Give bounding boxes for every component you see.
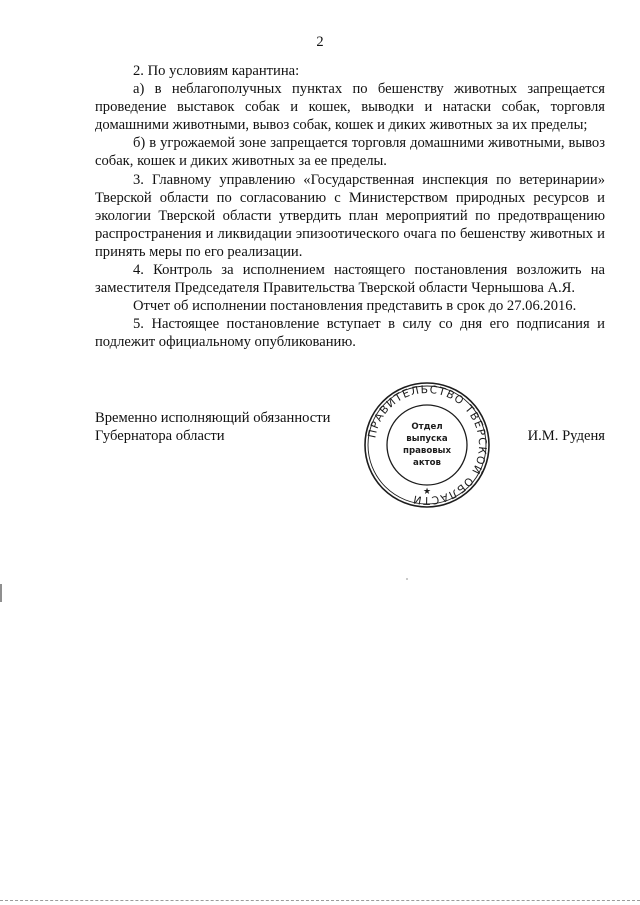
signer-title [95, 409, 355, 445]
signer-title-line2: Губернатора области [95, 428, 225, 445]
seal-center-line2: выпуска [406, 434, 448, 444]
signer-title-line1: Временно исполняющий обязанности [95, 410, 331, 426]
seal-star-icon: ★ [422, 487, 432, 497]
scan-bottom-edge [0, 900, 640, 902]
paragraph-item-3: 3. Главному управлению «Государственная инспекция по ветеринарии» Тверской области по согласованию с Министерством природных ресурсов и экологии Тверской области утвердить план мероприятий по предотвращению распространения и ликвидации эпизоотического очага по бешенству животных и принять меры по его реализации. [95, 171, 605, 260]
official-seal [362, 380, 492, 510]
document-body [95, 62, 605, 352]
seal-center-line4: актов [413, 458, 441, 468]
signer-name: И.М. Руденя [527, 428, 605, 444]
scan-speck [406, 578, 408, 580]
paragraph-report: Отчет об исполнении постановления представить в срок до 27.06.2016. [133, 298, 577, 315]
paragraph-item-4: 4. Контроль за исполнением настоящего постановления возложить на заместителя Председателя Правительства Тверской области Чернышова А.Я. [95, 262, 605, 297]
paragraph-quarantine-a: а) в неблагополучных пунктах по бешенству животных запрещается проведение выставок собак и кошек, выводки и натаски собак, торговля домашними животными, вывоз собак, кошек и диких животных за их пределы; [95, 81, 605, 134]
paragraph-quarantine-b: б) в угрожаемой зоне запрещается торговля домашними животными, вывоз собак, кошек и диких животных за ее пределы. [95, 135, 605, 170]
paragraph-item-5: 5. Настоящее постановление вступает в силу со дня его подписания и подлежит официальному опубликованию. [95, 316, 605, 351]
page-number: 2 [316, 34, 324, 50]
seal-ring-text: ПРАВИТЕЛЬСТВО ТВЕРСКОЙ ОБЛАСТИ [365, 382, 490, 508]
seal-center-line3: правовых [403, 446, 451, 456]
scan-margin-mark [0, 584, 2, 602]
seal-center-line1: Отдел [411, 422, 443, 432]
paragraph-quarantine-heading: 2. По условиям карантина: [133, 63, 300, 79]
signature-block [95, 409, 605, 519]
